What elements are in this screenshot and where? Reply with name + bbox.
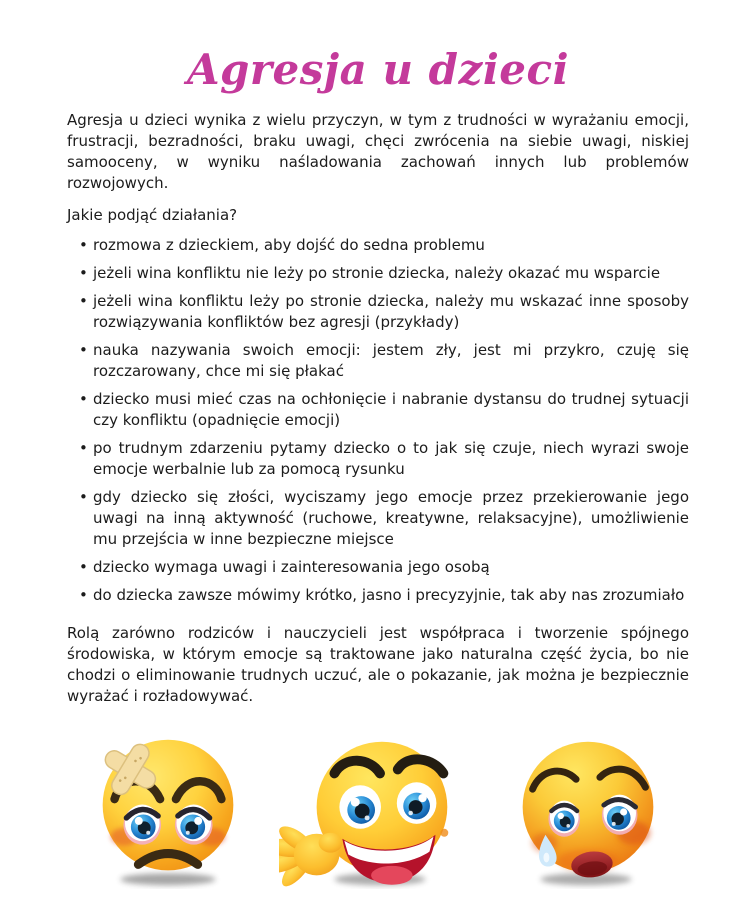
sad-emoji-with-plaster-icon bbox=[69, 731, 267, 889]
list-item-text: jeżeli wina konfliktu nie leży po stronie dziecka, należy okazać mu wsparcie bbox=[93, 264, 661, 283]
list-item bbox=[67, 438, 689, 480]
list-item bbox=[67, 263, 689, 284]
emoji-row bbox=[67, 731, 689, 889]
list-item-text: do dziecka zawsze mówimy krótko, jasno i precyzyjnie, tak aby nas zrozumiało bbox=[93, 586, 685, 605]
list-item bbox=[67, 585, 689, 606]
question-line: Jakie podjąć działania? bbox=[67, 206, 238, 225]
list-item bbox=[67, 291, 689, 333]
list-item-text: gdy dziecko się złości, wyciszamy jego emocje przez przekierowanie jego uwagi na inną aktywność (ruchowe, kreatywne, relaksacyjne), umożliwienie mu przejścia w inne bezpieczne miejsce bbox=[93, 488, 689, 549]
happy-waving-emoji-icon bbox=[279, 731, 477, 889]
list-item-text: rozmowa z dzieckiem, aby dojść do sedna problemu bbox=[93, 236, 485, 255]
intro-paragraph: Agresja u dzieci wynika z wielu przyczyn, w tym z trudności w wyrażaniu emocji, frustracji, bezradności, braku uwagi, chęci zwrócenia na siebie uwagi, niskiej samooceny, w wyniku naśladowania zachowań innych lub problemów rozwojowych. bbox=[67, 111, 689, 193]
list-item bbox=[67, 557, 689, 578]
list-item bbox=[67, 235, 689, 256]
page-title: Agresja u dzieci bbox=[186, 45, 570, 94]
crying-emoji-icon bbox=[489, 731, 687, 889]
action-list bbox=[67, 235, 689, 606]
list-item bbox=[67, 340, 689, 382]
list-item-text: jeżeli wina konfliktu leży po stronie dziecka, należy mu wskazać inne sposoby rozwiązywania konfliktów bez agresji (przykłady) bbox=[93, 292, 689, 332]
list-item-text: po trudnym zdarzeniu pytamy dziecko o to jak się czuje, niech wyrazi swoje emocje werbalnie lub za pomocą rysunku bbox=[93, 439, 689, 479]
list-item bbox=[67, 487, 689, 550]
list-item bbox=[67, 389, 689, 431]
list-item-text: nauka nazywania swoich emocji: jestem zły, jest mi przykro, czuję się rozczarowany, chce mi się płakać bbox=[93, 341, 689, 381]
closing-paragraph: Rolą zarówno rodziców i nauczycieli jest współpraca i tworzenie spójnego środowiska, w którym emocje są traktowane jako naturalna część życia, bo nie chodzi o eliminowanie trudnych uczuć, ale o pokazanie, jak można je bezpiecznie wyrażać i rozładowywać. bbox=[67, 624, 689, 706]
list-item-text: dziecko musi mieć czas na ochłonięcie i nabranie dystansu do trudnej sytuacji czy konfliktu (opadnięcie emocji) bbox=[93, 390, 689, 430]
list-item-text: dziecko wymaga uwagi i zainteresowania jego osobą bbox=[93, 558, 490, 577]
